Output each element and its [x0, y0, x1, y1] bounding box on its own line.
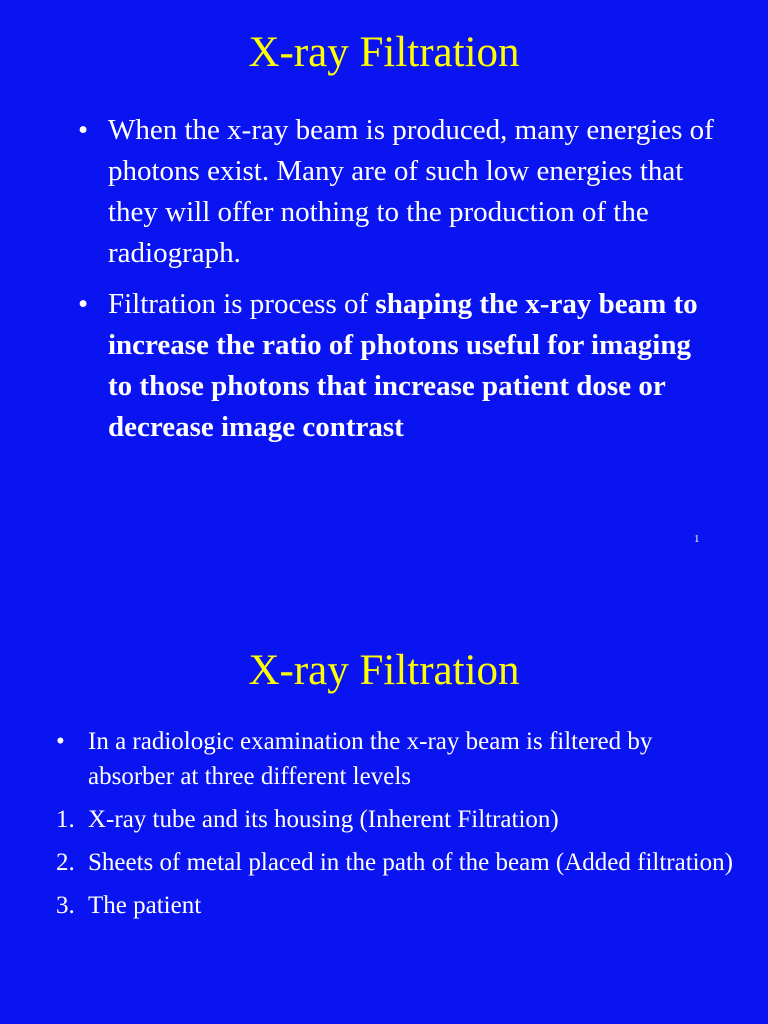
slide-2 [0, 576, 768, 1024]
slide-1-title: X-ray Filtration [248, 29, 520, 76]
item-number: 3. [56, 892, 75, 919]
numbered-item-1 [56, 802, 736, 837]
bullet-text: Filtration is process of [108, 288, 376, 320]
bullet-text-bold: shaping the x-ray beam to increase the ratio of photons useful for imaging to those photons that increase patient dose or decrease image contrast [108, 288, 698, 443]
bullet-marker: • [56, 728, 65, 755]
slide-number: 1 [694, 533, 700, 545]
item-number: 1. [56, 806, 75, 833]
item-text: The patient [88, 892, 202, 919]
slide-2-bullet-1 [56, 724, 736, 794]
bullet-marker: • [78, 114, 89, 146]
numbered-item-2 [56, 845, 736, 880]
slide-1-bullet-list [78, 110, 718, 458]
item-number: 2. [56, 849, 75, 876]
bullet-marker: • [78, 288, 89, 320]
slide-1-bullet-2 [78, 284, 718, 448]
slide-1-bullet-1 [78, 110, 718, 274]
slide-2-bullet-list [56, 724, 736, 931]
bullet-text: When the x-ray beam is produced, many energies of photons exist. Many are of such low energies that they will offer nothing to the production of the radiograph. [108, 114, 714, 269]
numbered-item-3 [56, 888, 736, 923]
item-text: X-ray tube and its housing (Inherent Filtration) [88, 806, 559, 833]
bullet-text: In a radiologic examination the x-ray beam is filtered by absorber at three different levels [88, 728, 653, 790]
item-text: Sheets of metal placed in the path of the beam (Added filtration) [88, 849, 733, 876]
slide-2-title: X-ray Filtration [248, 647, 520, 694]
